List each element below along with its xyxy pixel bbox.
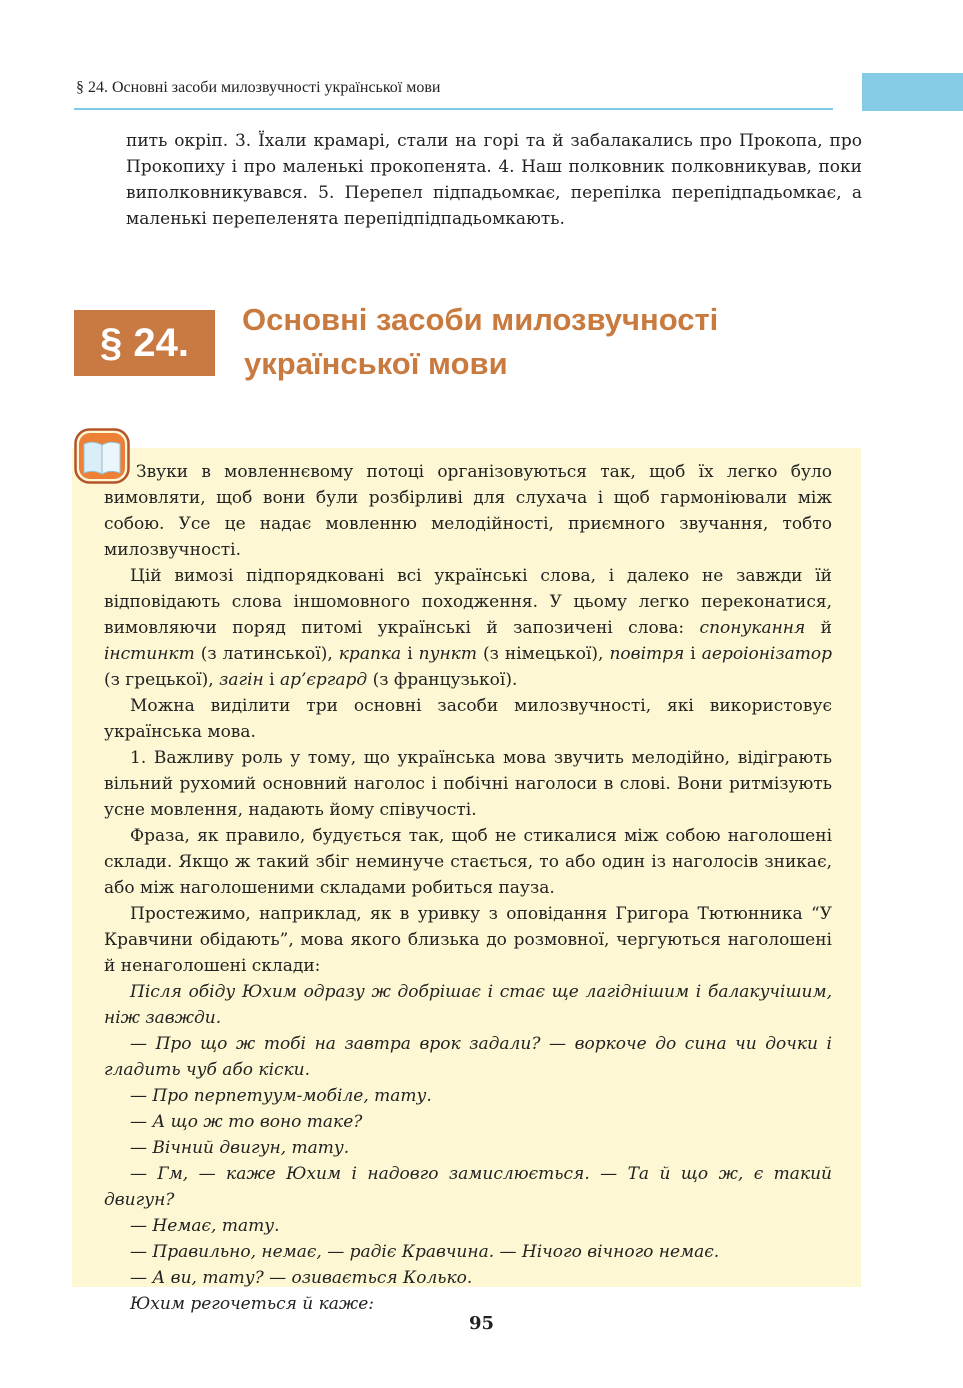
paragraph-1: Звуки в мовленнєвому потоці організовуються так, щоб їх легко було вимовляти, щоб вони були розбірливі для слухача і щоб гармоніювали між собою. Усе це надає мовленню мелодійності, приємного звучання, тобто милозвучності. bbox=[104, 462, 832, 560]
section-badge: § 24. bbox=[74, 310, 215, 376]
quote-line-3: — Про перпетуум-мобіле, тату. bbox=[130, 1086, 432, 1106]
paragraph-5: Фраза, як правило, будується так, щоб не стикалися між собою наголошені склади. Якщо ж такий збіг неминуче стається, то або один із наголосів зникає, або між наголошеними складами робиться пауза. bbox=[104, 826, 832, 898]
quote-line-4: — А що ж то воно таке? bbox=[130, 1112, 363, 1132]
section-title-line2: української мови bbox=[244, 346, 508, 381]
quote-line-7: — Немає, тату. bbox=[130, 1216, 280, 1236]
theory-text bbox=[104, 459, 832, 1317]
quote-line-10: Юхим регочеться й каже: bbox=[130, 1294, 375, 1314]
paragraph-6: Простежимо, наприклад, як в уривку з оповідання Григора Тютюнника “У Кравчини обідають”, мова якого близька до розмовної, чергуються наголошені й ненаголошені склади: bbox=[104, 904, 832, 976]
quote-line-8: — Правильно, немає, — радіє Кравчина. — Нічого вічного немає. bbox=[130, 1242, 720, 1262]
quote-line-6: — Гм, — каже Юхим і надовго замислюється. — Та й що ж, є такий двигун? bbox=[104, 1164, 832, 1210]
paragraph-4: 1. Важливу роль у тому, що українська мова звучить мелодійно, відіграють вільний рухомий основний наголос і побічні наголоси в слові. Вони ритмізують усне мовлення, надають йому співучості. bbox=[104, 748, 832, 820]
intro-paragraph bbox=[126, 128, 862, 232]
intro-text: пить окріп. 3. Їхали крамарі, стали на горі та й забалакались про Прокопа, про Прокопиху і про маленькі прокопенята. 4. Наш полковник полковникував, поки виполковникувався. 5. Перепел підпадьомкає, перепілка перепідпадьомкає, а маленькі перепеленята перепідпідпадьомкають. bbox=[126, 131, 862, 229]
quote-line-9: — А ви, тату? — озивається Колько. bbox=[130, 1268, 473, 1288]
quote-line-1: Після обіду Юхим одразу ж добрішає і стає ще лагіднішим і балакучішим, ніж завжди. bbox=[104, 982, 832, 1028]
section-title-line1: Основні засоби милозвучності bbox=[242, 302, 719, 337]
quote-line-5: — Вічний двигун, тату. bbox=[130, 1138, 350, 1158]
paragraph-2: Цій вимозі підпорядковані всі українські слова, і далеко не завжди їй відповідають слова іншомовного походження. У цьому легко переконатися, вимовляючи поряд питомі українські й запозичені слова: спонукання й інстинкт (з латинської), крапка і пункт (з німецької), повітря і аероіонізатор (з грецької), загін і ар’єргард (з французької). bbox=[104, 566, 833, 690]
page-number: 95 bbox=[468, 1313, 495, 1334]
paragraph-3: Можна виділити три основні засоби милозвучності, які використовує українська мова. bbox=[104, 696, 832, 742]
quote-line-2: — Про що ж тобі на завтра врок задали? — воркоче до сина чи дочки і гладить чуб або кіски. bbox=[104, 1034, 832, 1080]
section-title bbox=[242, 298, 718, 386]
header-divider bbox=[74, 108, 833, 110]
running-header: § 24. Основні засоби милозвучності української мови bbox=[76, 79, 441, 96]
header-color-tab bbox=[862, 73, 963, 111]
